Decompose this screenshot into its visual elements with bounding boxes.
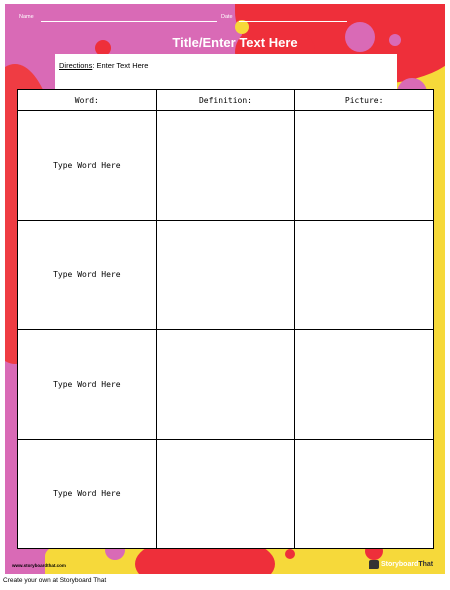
word-cell[interactable]: Type Word Here [18, 439, 157, 549]
column-header-picture: Picture: [295, 90, 434, 111]
worksheet-title[interactable]: Title/Enter Text Here [172, 35, 298, 50]
brand-text-that: That [418, 560, 434, 568]
date-field[interactable] [239, 21, 347, 22]
decorative-dot [285, 549, 295, 559]
table-row [18, 330, 434, 440]
definition-cell[interactable] [156, 111, 295, 221]
column-header-word: Word: [18, 90, 157, 111]
directions-label: Directions [59, 61, 93, 70]
table-row [18, 439, 434, 549]
picture-cell[interactable] [295, 220, 434, 330]
definition-cell[interactable] [156, 220, 295, 330]
brand-text-storyboard: Storyboard [381, 560, 419, 568]
definition-cell[interactable] [156, 439, 295, 549]
speech-bubble-icon [369, 560, 379, 569]
table-row [18, 220, 434, 330]
picture-cell[interactable] [295, 330, 434, 440]
table-row [18, 111, 434, 221]
word-cell[interactable]: Type Word Here [18, 330, 157, 440]
name-label: Name [19, 14, 34, 20]
name-field[interactable] [41, 21, 217, 22]
date-label: Date [221, 14, 233, 20]
directions-box[interactable] [55, 54, 397, 92]
create-your-own-link[interactable]: Create your own at Storyboard That [3, 577, 107, 584]
picture-cell[interactable] [295, 439, 434, 549]
vocabulary-table [17, 89, 434, 549]
worksheet-page [5, 4, 445, 574]
picture-cell[interactable] [295, 111, 434, 221]
decorative-dot [345, 22, 375, 52]
storyboardthat-logo [369, 558, 433, 570]
table-header-row [18, 90, 434, 111]
word-cell[interactable]: Type Word Here [18, 220, 157, 330]
brand-text [381, 561, 433, 568]
directions-text: : Enter Text Here [92, 61, 149, 70]
definition-cell[interactable] [156, 330, 295, 440]
footer-url: www.storyboardthat.com [12, 563, 66, 568]
column-header-definition: Definition: [156, 90, 295, 111]
name-date-row [19, 14, 349, 26]
decorative-dot [389, 34, 401, 46]
word-cell[interactable]: Type Word Here [18, 111, 157, 221]
